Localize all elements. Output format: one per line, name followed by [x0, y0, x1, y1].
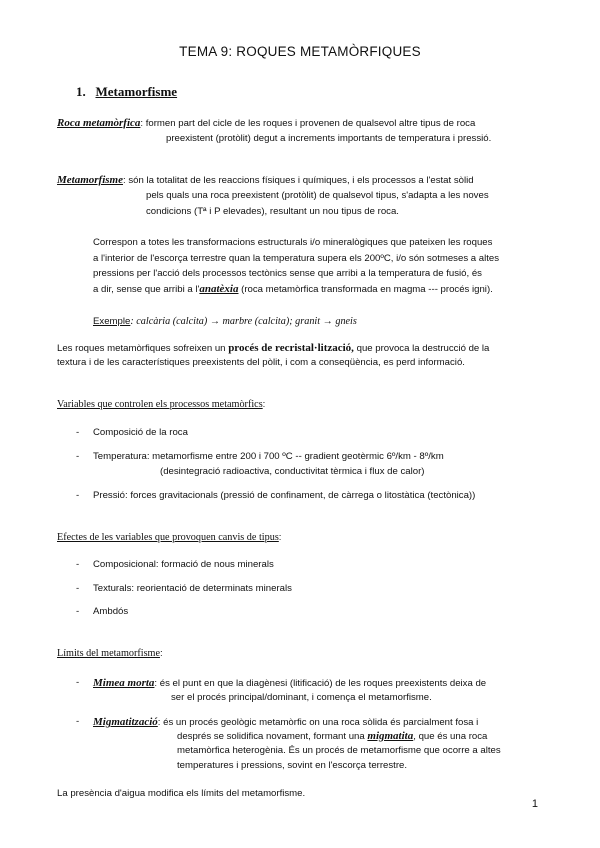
variables-item-3: Pressió: forces gravitacionals (pressió de confinament, de càrrega o litostàtica (tectònica)) [93, 490, 476, 501]
migma-term: Migmatització [93, 716, 158, 728]
morta-line2: ser el procés principal/dominant, i comença el metamorfisme. [171, 692, 432, 703]
variables-heading-text: Variables que controlen els processos metamòrfics [57, 399, 263, 410]
migma-line3: metamòrfica heterogènia. És un procés de metamorfisme que ocorre a altes [177, 745, 501, 756]
efectes-item-3: Ambdós [93, 606, 129, 617]
morta-line1 [93, 677, 486, 689]
dash: - [76, 559, 80, 570]
dash: - [76, 583, 80, 594]
anatexia-term: anatèxia [199, 283, 239, 295]
efectes-heading-text: Efectes de les variables que provoquen canvis de tipus [57, 532, 279, 543]
metamorfisme-line1: : són la totalitat de les reaccions físiques i químiques, i els processos a l'estat sòlid [123, 175, 474, 186]
variables-item-2: Temperatura: metamorfisme entre 200 i 700 ºC -- gradient geotèrmic 6º/km - 8º/km [93, 451, 444, 462]
roca-line1: : formen part del cicle de les roques i provenen de qualsevol altre tipus de roca [140, 118, 476, 129]
list-item [76, 606, 129, 617]
correspon-line4-pre: a dir, sense que arribi a l' [93, 284, 200, 295]
dash: - [76, 716, 80, 727]
section-title: Metamorfisme [95, 84, 178, 99]
exemple-text: : calcària (calcita) → marbre (calcita); granit → gneis [130, 316, 357, 327]
metamorfisme-line3: condicions (Tª i P elevades), resultant un nou tipus de roca. [146, 206, 399, 217]
correspon-line4-post: (roca metamòrfica transformada en magma --- procés igni). [238, 284, 493, 295]
section-number: 1. [76, 84, 86, 99]
variables-colon: : [262, 399, 266, 410]
efectes-item-2: Texturals: reorientació de determinats minerals [93, 583, 292, 594]
variables-heading [57, 399, 265, 410]
dash: - [76, 451, 80, 462]
list-item [76, 490, 476, 501]
limits-heading [57, 648, 163, 659]
migma-line2-post: , que és una roca [413, 731, 488, 742]
roca-line2: preexistent (protòlit) degut a increments importants de temperatura i pressió. [166, 133, 492, 144]
list-item [76, 677, 487, 689]
dash: - [76, 490, 80, 501]
list-item [76, 451, 444, 462]
limits-colon: : [159, 648, 163, 659]
limits-heading-text: Límits del metamorfisme [57, 648, 160, 659]
correspon-line2: a l'interior de l'escorça terrestre quan la temperatura supera els 200ºC, i/o són sotmeses a altes [93, 253, 500, 264]
migma-line4: temperatures i pressions, sovint en l'escorça terrestre. [177, 760, 408, 771]
metamorfisme-line2: pels quals una roca preexistent (protòlit) de qualsevol tipus, s'adapta a les noves [146, 190, 489, 201]
efectes-item-1: Composicional: formació de nous minerals [93, 559, 274, 570]
list-item [76, 583, 292, 594]
migma-text: : és un procés geològic metamòrfic on una roca sòlida és parcialment fosa i [157, 717, 479, 728]
migma-line2 [177, 730, 487, 742]
exemple-label: Exemple [93, 316, 131, 327]
list-item [76, 427, 188, 438]
list-item [76, 716, 479, 728]
morta-text: : és el punt en que la diagènesi (litificació) de les roques preexistents deixa de [154, 678, 487, 689]
page-number: 1 [531, 798, 538, 810]
metamorfisme-term: Metamorfisme [57, 174, 123, 186]
dash: - [76, 677, 80, 688]
aigua-note: La presència d'aigua modifica els límits del metamorfisme. [57, 788, 306, 799]
dash: - [76, 427, 80, 438]
migmatita-term: migmatita [367, 730, 414, 742]
variables-item-1: Composició de la roca [93, 427, 188, 438]
recrist-term: procés de recristal·lització, [228, 342, 354, 354]
section-heading [76, 84, 177, 100]
metamorfisme-definition [57, 174, 474, 186]
migma-line2-pre: després se solidifica novament, formant una [177, 731, 368, 742]
list-item [76, 559, 274, 570]
morta-term: Mimea morta [93, 677, 155, 689]
dash: - [76, 606, 80, 617]
correspon-line1: Correspon a totes les transformacions estructurals i/o mineralògiques que pateixen les roques [93, 237, 493, 248]
recrist-line1 [57, 342, 489, 354]
recrist-post: que provoca la destrucció de la [353, 343, 490, 354]
migma-line1 [93, 716, 478, 728]
exemple [93, 316, 357, 327]
efectes-heading [57, 532, 281, 543]
efectes-colon: : [278, 532, 282, 543]
recrist-line2: textura i de les característiques preexistents del pòlit, i com a conseqüència, es perd informació. [57, 357, 465, 368]
roca-definition [57, 117, 475, 129]
variables-temp-line2: (desintegració radioactiva, conductivitat tèrmica i flux de calor) [160, 466, 425, 477]
page-title: TEMA 9: ROQUES METAMÒRFIQUES [179, 44, 421, 59]
correspon-line3: pressions per l'acció dels processos tectònics sense que arribi a la temperatura de fusió, és [93, 268, 482, 279]
roca-term: Roca metamòrfica [57, 117, 141, 129]
recrist-pre: Les roques metamòrfiques sofreixen un [57, 343, 229, 354]
correspon-line4 [93, 283, 493, 295]
